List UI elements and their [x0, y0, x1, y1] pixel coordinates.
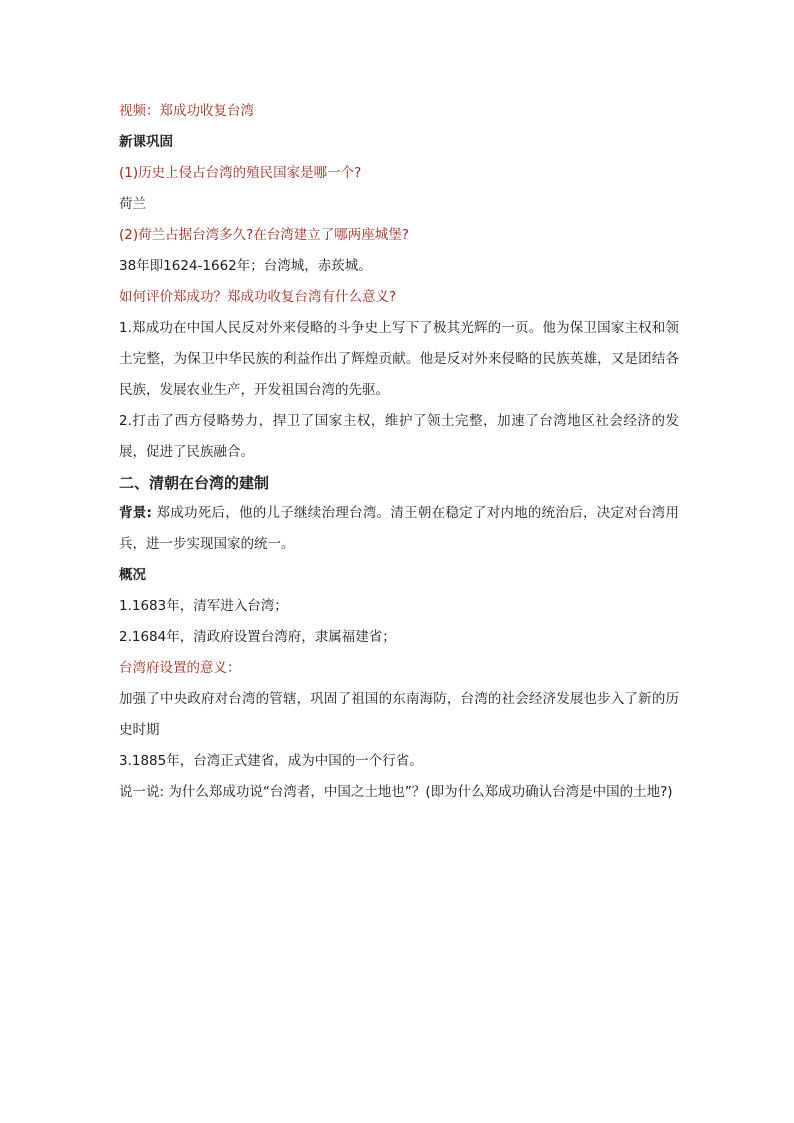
question-3: 如何评价郑成功？郑成功收复台湾有什么意义?	[119, 289, 397, 305]
overview-item-2: 2.1684年，清政府设置台湾府，隶属福建省；	[119, 629, 396, 645]
section-2-heading: 二、清朝在台湾的建制	[119, 474, 270, 492]
question-1: (1)历史上侵占台湾的殖民国家是哪一个?	[119, 165, 362, 181]
background-paragraph	[119, 498, 679, 560]
answer-2: 38年即1624-1662年；台湾城，赤莰城。	[119, 258, 372, 274]
background-text: 郑成功死后，他的儿子继续治理台湾。清王朝在稳定了对内地的统治后，决定对台湾用兵，进一步实现国家的统一。	[119, 505, 679, 552]
discussion-prompt: 说一说: 为什么郑成功说“台湾者，中国之土地也”？(即为什么郑成功确认台湾是中国的土地?)	[119, 784, 673, 800]
background-label: 背景:	[119, 505, 152, 521]
overview-item-3: 3.1885年，台湾正式建省，成为中国的一个行省。	[119, 753, 423, 769]
question-2: (2)荷兰占据台湾多久?在台湾建立了哪两座城堡?	[119, 227, 409, 243]
video-title: 视频：郑成功收复台湾	[119, 103, 254, 119]
significance-heading: 台湾府设置的意义：	[119, 660, 241, 676]
answer-3-part-1: 1.郑成功在中国人民反对外来侵略的斗争史上写下了极其光辉的一页。他为保卫国家主权和领土完整，为保卫中华民族的利益作出了辉煌贡献。他是反对外来侵略的民族英雄，又是团结各民族，发展农业生产，开发祖国台湾的先驱。	[119, 320, 679, 398]
review-heading: 新课巩固	[119, 134, 173, 150]
document-body	[119, 96, 679, 808]
significance-text: 加强了中央政府对台湾的管辖，巩固了祖国的东南海防，台湾的社会经济发展也步入了新的历史时期	[119, 691, 679, 738]
answer-1: 荷兰	[119, 196, 146, 212]
overview-item-1: 1.1683年，清军进入台湾；	[119, 598, 288, 614]
overview-heading: 概况	[119, 567, 146, 583]
answer-3-part-2: 2.打击了西方侵略势力，捍卫了国家主权，维护了领土完整，加速了台湾地区社会经济的发展，促进了民族融合。	[119, 413, 679, 460]
